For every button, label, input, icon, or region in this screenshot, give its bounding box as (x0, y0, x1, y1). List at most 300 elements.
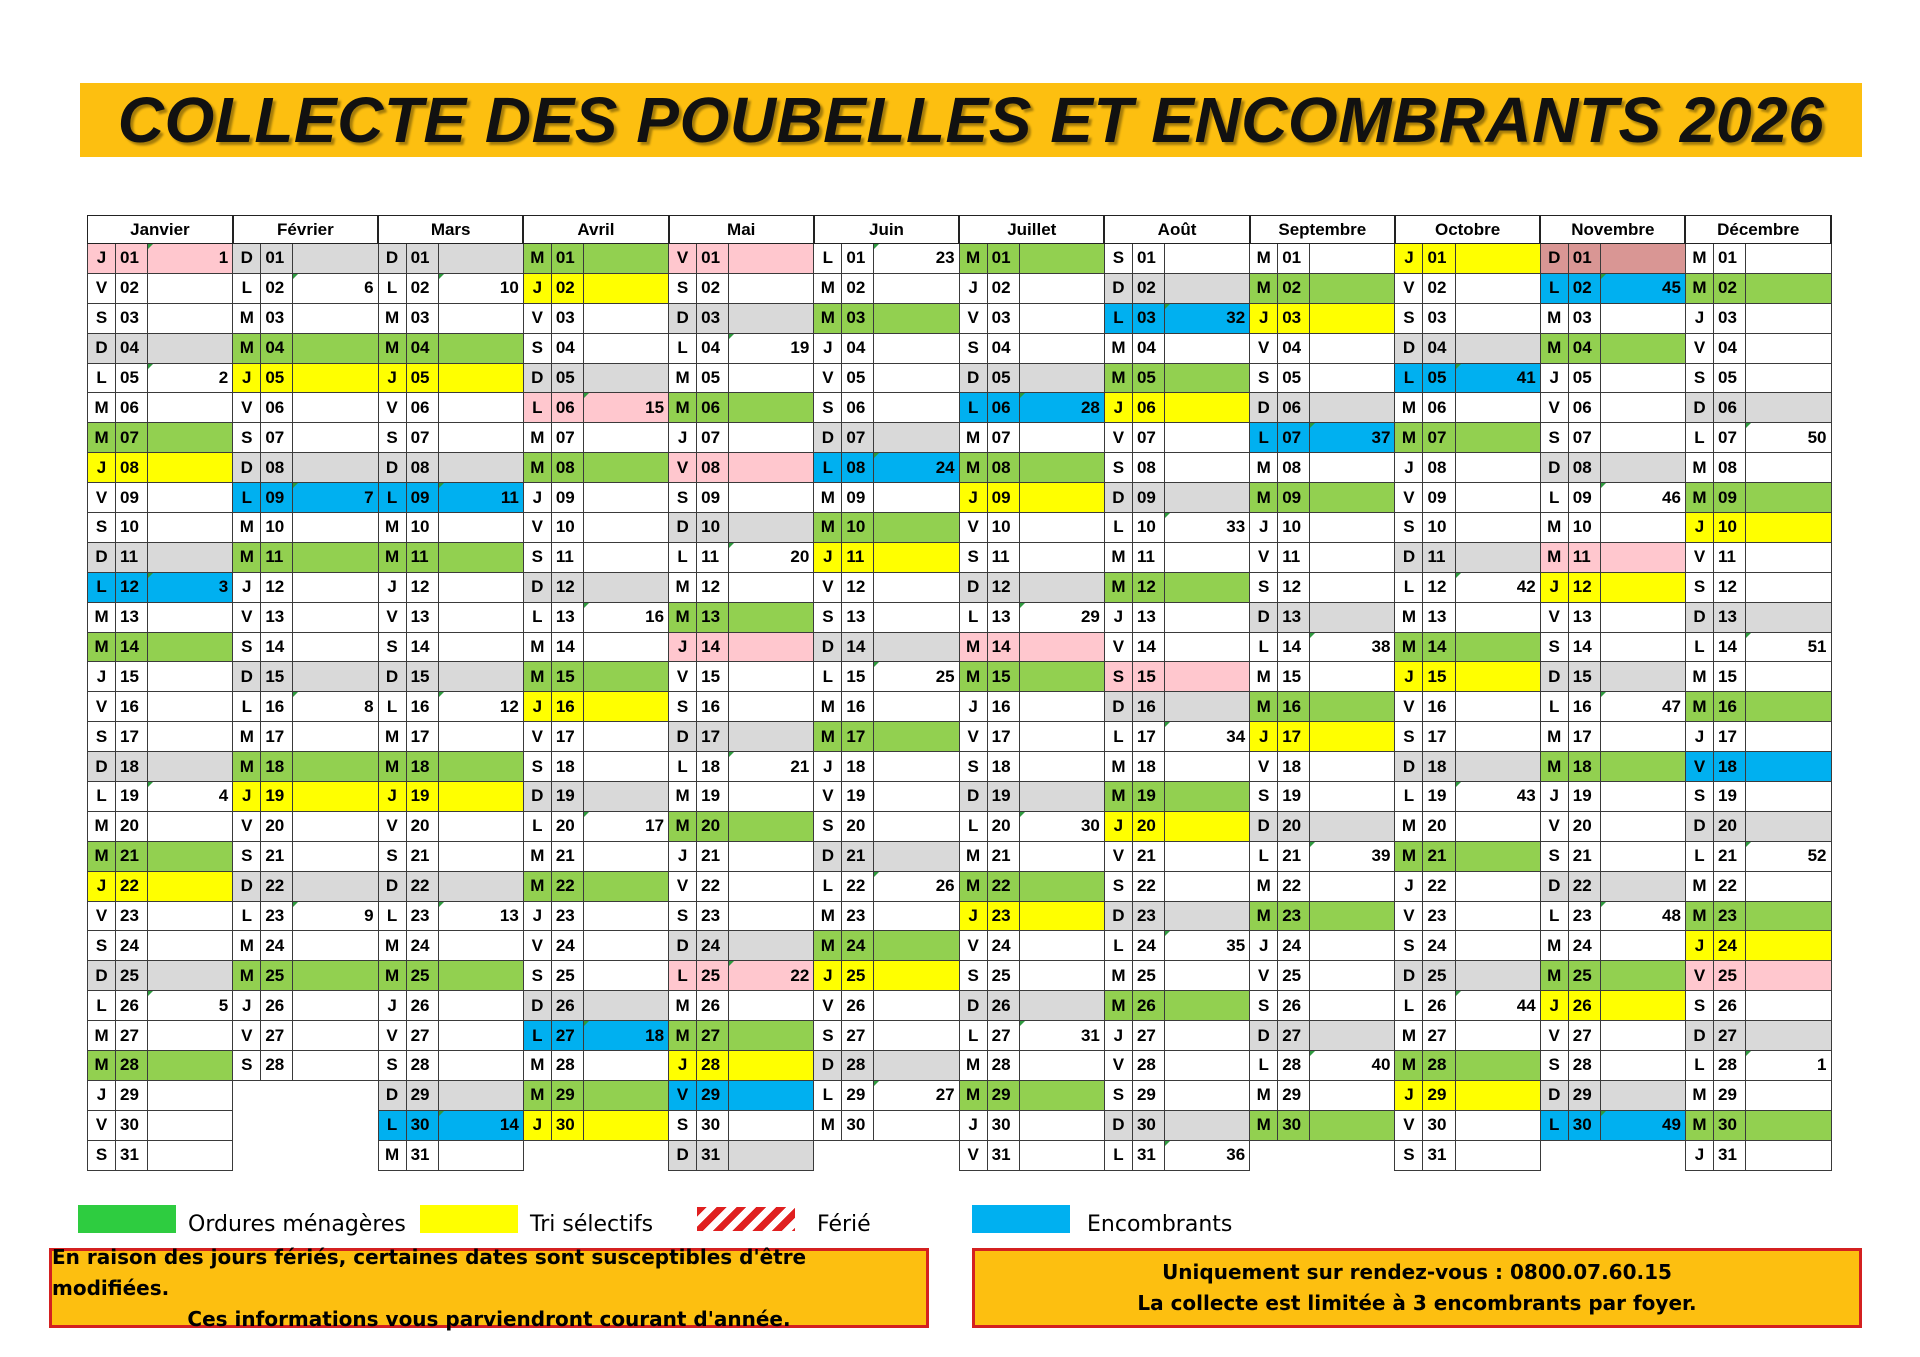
day-fill (1019, 363, 1104, 393)
day-letter: M (1685, 453, 1713, 483)
day-number: 14 (261, 632, 293, 662)
day-number: 27 (1132, 1021, 1164, 1051)
day-letter: L (233, 483, 261, 513)
month-header: Août (1104, 216, 1249, 244)
day-number: 23 (1423, 901, 1455, 931)
day-fill (1310, 393, 1395, 423)
day-fill (1019, 1140, 1104, 1170)
day-number: 02 (116, 273, 148, 303)
day-fill (1310, 961, 1395, 991)
day-letter: V (669, 871, 697, 901)
day-number: 08 (987, 453, 1019, 483)
day-number: 04 (1132, 333, 1164, 363)
day-number: 20 (1568, 811, 1600, 841)
day-number: 22 (987, 871, 1019, 901)
day-letter: J (88, 453, 116, 483)
week-number: 26 (874, 871, 959, 901)
day-letter: M (1250, 453, 1278, 483)
day-letter: M (959, 453, 987, 483)
day-letter: V (88, 483, 116, 513)
day-letter: D (669, 303, 697, 333)
day-number: 13 (1568, 602, 1600, 632)
day-letter: J (233, 782, 261, 812)
page-title: COLLECTE DES POUBELLES ET ENCOMBRANTS 2026 (117, 84, 1825, 156)
day-letter: V (1104, 841, 1132, 871)
day-letter: L (1395, 991, 1423, 1021)
week-number: 1 (148, 244, 233, 274)
day-fill (874, 841, 959, 871)
day-number: 08 (406, 453, 438, 483)
day-number: 18 (1132, 752, 1164, 782)
day-letter: M (669, 393, 697, 423)
day-number: 21 (697, 841, 729, 871)
day-letter: J (814, 752, 842, 782)
day-fill (1164, 871, 1249, 901)
day-fill (1310, 782, 1395, 812)
day-fill (1600, 542, 1685, 572)
day-letter: M (88, 423, 116, 453)
day-number: 11 (261, 542, 293, 572)
day-number: 24 (842, 931, 874, 961)
day-letter: D (669, 1140, 697, 1170)
day-letter: V (1685, 542, 1713, 572)
day-fill (148, 273, 233, 303)
day-fill (1019, 752, 1104, 782)
day-fill (583, 1110, 668, 1140)
day-number: 05 (1132, 363, 1164, 393)
day-fill (1164, 901, 1249, 931)
day-fill (1164, 572, 1249, 602)
empty-cell (233, 1110, 378, 1140)
day-number: 28 (261, 1051, 293, 1081)
day-number: 10 (116, 513, 148, 543)
day-number: 04 (1568, 333, 1600, 363)
day-fill (438, 811, 523, 841)
day-fill (148, 453, 233, 483)
day-letter: J (1104, 811, 1132, 841)
day-letter: M (88, 1051, 116, 1081)
day-number: 22 (551, 871, 583, 901)
day-fill (874, 483, 959, 513)
day-letter: V (378, 1021, 406, 1051)
day-fill (1455, 483, 1540, 513)
day-number: 20 (1132, 811, 1164, 841)
day-number: 06 (1278, 393, 1310, 423)
day-number: 21 (1278, 841, 1310, 871)
day-letter: M (378, 513, 406, 543)
day-letter: M (1395, 393, 1423, 423)
calendar-row (88, 901, 1832, 931)
day-letter: M (959, 1080, 987, 1110)
day-letter: D (523, 782, 551, 812)
day-number: 31 (697, 1140, 729, 1170)
day-number: 05 (987, 363, 1019, 393)
day-letter: S (959, 961, 987, 991)
day-fill (1310, 602, 1395, 632)
day-letter: M (1250, 1080, 1278, 1110)
day-number: 24 (406, 931, 438, 961)
day-number: 08 (1568, 453, 1600, 483)
day-number: 03 (697, 303, 729, 333)
day-number: 19 (551, 782, 583, 812)
day-number: 13 (1423, 602, 1455, 632)
day-fill (1019, 1110, 1104, 1140)
day-number: 15 (1278, 662, 1310, 692)
day-letter: S (669, 692, 697, 722)
day-number: 28 (987, 1051, 1019, 1081)
day-number: 11 (1132, 542, 1164, 572)
day-number: 03 (406, 303, 438, 333)
day-fill (1600, 782, 1685, 812)
day-letter: V (1540, 811, 1568, 841)
day-fill (438, 602, 523, 632)
day-letter: S (1104, 453, 1132, 483)
day-letter: S (1540, 841, 1568, 871)
day-fill (1746, 1140, 1831, 1170)
calendar-row (88, 811, 1832, 841)
day-number: 25 (697, 961, 729, 991)
day-fill (293, 363, 378, 393)
day-number: 08 (1278, 453, 1310, 483)
day-letter: M (814, 1110, 842, 1140)
day-fill (293, 662, 378, 692)
day-letter: V (523, 513, 551, 543)
day-number: 16 (406, 692, 438, 722)
day-fill (1455, 931, 1540, 961)
day-number: 10 (1132, 513, 1164, 543)
day-number: 13 (406, 602, 438, 632)
day-number: 17 (842, 722, 874, 752)
day-letter: S (959, 333, 987, 363)
calendar-row (88, 1080, 1832, 1110)
day-fill (293, 333, 378, 363)
day-fill (1600, 572, 1685, 602)
day-letter: J (1685, 303, 1713, 333)
day-letter: V (1395, 273, 1423, 303)
day-number: 31 (116, 1140, 148, 1170)
day-fill (1019, 542, 1104, 572)
week-number: 14 (438, 1110, 523, 1140)
day-letter: M (959, 841, 987, 871)
day-letter: V (959, 513, 987, 543)
week-number: 42 (1455, 572, 1540, 602)
day-number: 15 (987, 662, 1019, 692)
notice-encombrants-line1: Uniquement sur rendez-vous : 0800.07.60.15 (1162, 1260, 1672, 1284)
day-letter: V (1250, 752, 1278, 782)
day-fill (874, 632, 959, 662)
day-fill (1600, 662, 1685, 692)
day-letter: S (233, 632, 261, 662)
day-number: 28 (842, 1051, 874, 1081)
day-number: 06 (987, 393, 1019, 423)
day-fill (293, 1021, 378, 1051)
day-fill (438, 453, 523, 483)
day-fill (1600, 602, 1685, 632)
day-fill (1019, 991, 1104, 1021)
day-fill (583, 572, 668, 602)
day-number: 27 (551, 1021, 583, 1051)
day-fill (583, 991, 668, 1021)
day-letter: D (233, 662, 261, 692)
day-fill (583, 722, 668, 752)
day-fill (1310, 811, 1395, 841)
day-number: 09 (987, 483, 1019, 513)
day-letter: M (1685, 244, 1713, 274)
day-number: 01 (1568, 244, 1600, 274)
day-letter: L (1395, 363, 1423, 393)
day-letter: L (1540, 692, 1568, 722)
day-letter: M (669, 1021, 697, 1051)
day-number: 07 (406, 423, 438, 453)
day-letter: J (88, 244, 116, 274)
day-number: 10 (1278, 513, 1310, 543)
day-number: 07 (116, 423, 148, 453)
day-fill (1600, 1051, 1685, 1081)
day-fill (148, 692, 233, 722)
day-fill (1310, 692, 1395, 722)
day-fill (1746, 513, 1831, 543)
day-letter: M (233, 303, 261, 333)
day-fill (729, 901, 814, 931)
day-letter: S (523, 752, 551, 782)
day-letter: M (233, 752, 261, 782)
day-letter: M (669, 811, 697, 841)
day-letter: L (1685, 632, 1713, 662)
day-letter: M (88, 1021, 116, 1051)
day-fill (1600, 931, 1685, 961)
day-fill (1019, 423, 1104, 453)
month-header: Avril (523, 216, 668, 244)
day-letter: V (88, 1110, 116, 1140)
day-fill (729, 1021, 814, 1051)
calendar-table (87, 215, 1832, 1171)
day-fill (729, 692, 814, 722)
day-letter: S (88, 931, 116, 961)
day-fill (874, 961, 959, 991)
day-letter: M (233, 722, 261, 752)
day-number: 16 (1568, 692, 1600, 722)
day-number: 14 (551, 632, 583, 662)
day-number: 12 (406, 572, 438, 602)
day-number: 26 (406, 991, 438, 1021)
day-fill (438, 333, 523, 363)
day-number: 01 (1132, 244, 1164, 274)
day-fill (1455, 752, 1540, 782)
day-letter: D (1540, 244, 1568, 274)
day-letter: D (1250, 1021, 1278, 1051)
day-number: 04 (1423, 333, 1455, 363)
day-letter: L (669, 333, 697, 363)
day-fill (148, 602, 233, 632)
day-fill (1600, 423, 1685, 453)
day-letter: L (959, 811, 987, 841)
day-letter: M (1250, 662, 1278, 692)
day-number: 29 (697, 1080, 729, 1110)
day-number: 05 (116, 363, 148, 393)
day-number: 15 (697, 662, 729, 692)
calendar-row (88, 632, 1832, 662)
day-letter: L (88, 782, 116, 812)
day-letter: S (1395, 722, 1423, 752)
calendar-row (88, 423, 1832, 453)
day-fill (148, 513, 233, 543)
day-fill (1310, 273, 1395, 303)
day-fill (1164, 782, 1249, 812)
day-number: 13 (1278, 602, 1310, 632)
day-fill (1600, 961, 1685, 991)
day-fill (874, 423, 959, 453)
day-letter: S (88, 513, 116, 543)
day-fill (293, 722, 378, 752)
day-fill (583, 752, 668, 782)
day-number: 08 (1714, 453, 1746, 483)
calendar-row (88, 841, 1832, 871)
empty-cell (1250, 1140, 1395, 1170)
calendar-row (88, 453, 1832, 483)
calendar-row (88, 991, 1832, 1021)
day-number: 07 (987, 423, 1019, 453)
day-letter: V (1250, 961, 1278, 991)
day-number: 01 (1423, 244, 1455, 274)
day-letter: L (959, 602, 987, 632)
day-letter: M (523, 244, 551, 274)
day-letter: S (1540, 1051, 1568, 1081)
day-fill (583, 901, 668, 931)
day-fill (438, 1021, 523, 1051)
day-number: 22 (116, 871, 148, 901)
notice-holidays (49, 1244, 929, 1331)
day-letter: S (88, 1140, 116, 1170)
day-letter: V (1104, 423, 1132, 453)
week-number: 21 (729, 752, 814, 782)
day-number: 08 (842, 453, 874, 483)
day-letter: D (1104, 483, 1132, 513)
day-fill (1746, 572, 1831, 602)
day-letter: S (378, 632, 406, 662)
day-fill (1455, 1021, 1540, 1051)
day-number: 23 (261, 901, 293, 931)
day-fill (1455, 513, 1540, 543)
day-number: 19 (842, 782, 874, 812)
day-number: 28 (1568, 1051, 1600, 1081)
day-number: 18 (1278, 752, 1310, 782)
day-fill (1455, 453, 1540, 483)
day-letter: L (378, 1110, 406, 1140)
day-letter: D (1685, 811, 1713, 841)
day-fill (148, 483, 233, 513)
day-number: 03 (1568, 303, 1600, 333)
week-number: 2 (148, 363, 233, 393)
day-letter: J (669, 841, 697, 871)
day-fill (1164, 692, 1249, 722)
day-fill (293, 572, 378, 602)
week-number: 45 (1600, 273, 1685, 303)
notice-encombrants-line2: La collecte est limitée à 3 encombrants par foyer. (1137, 1291, 1697, 1315)
day-fill (1600, 244, 1685, 274)
day-letter: L (523, 1021, 551, 1051)
day-fill (1455, 393, 1540, 423)
legend-label-ferie: Férié (817, 1212, 871, 1237)
day-letter: V (959, 303, 987, 333)
day-number: 15 (842, 662, 874, 692)
day-fill (1746, 961, 1831, 991)
day-number: 24 (1132, 931, 1164, 961)
day-letter: D (669, 513, 697, 543)
day-number: 14 (116, 632, 148, 662)
day-number: 01 (1278, 244, 1310, 274)
day-letter: V (1685, 752, 1713, 782)
day-number: 16 (1423, 692, 1455, 722)
day-letter: D (1685, 602, 1713, 632)
day-letter: S (1395, 931, 1423, 961)
day-fill (583, 513, 668, 543)
day-fill (1019, 303, 1104, 333)
day-letter: L (88, 363, 116, 393)
day-number: 11 (1423, 542, 1455, 572)
day-number: 05 (551, 363, 583, 393)
day-number: 02 (1132, 273, 1164, 303)
day-fill (438, 782, 523, 812)
day-fill (874, 692, 959, 722)
day-fill (148, 303, 233, 333)
day-letter: J (233, 572, 261, 602)
day-number: 12 (697, 572, 729, 602)
day-fill (293, 931, 378, 961)
day-letter: L (378, 692, 406, 722)
day-fill (1164, 662, 1249, 692)
day-fill (874, 901, 959, 931)
day-fill (293, 453, 378, 483)
day-fill (1455, 1140, 1540, 1170)
day-letter: M (378, 542, 406, 572)
day-number: 20 (1278, 811, 1310, 841)
day-letter: D (1540, 453, 1568, 483)
month-header: Juin (814, 216, 959, 244)
day-number: 12 (116, 572, 148, 602)
day-number: 18 (1423, 752, 1455, 782)
day-number: 12 (1423, 572, 1455, 602)
day-letter: M (1250, 692, 1278, 722)
day-letter: L (1395, 782, 1423, 812)
day-number: 20 (1714, 811, 1746, 841)
day-number: 16 (842, 692, 874, 722)
day-letter: S (814, 393, 842, 423)
day-letter: M (1104, 363, 1132, 393)
day-number: 24 (1423, 931, 1455, 961)
week-number: 28 (1019, 393, 1104, 423)
day-number: 07 (261, 423, 293, 453)
day-number: 07 (842, 423, 874, 453)
day-fill (1164, 273, 1249, 303)
day-letter: J (378, 363, 406, 393)
notice-encombrants (972, 1248, 1862, 1328)
day-letter: J (1685, 931, 1713, 961)
day-letter: J (1104, 393, 1132, 423)
day-letter: M (1250, 901, 1278, 931)
day-letter: V (1395, 901, 1423, 931)
day-letter: J (1685, 513, 1713, 543)
day-fill (1600, 1080, 1685, 1110)
day-letter: V (88, 692, 116, 722)
day-number: 13 (697, 602, 729, 632)
week-number: 9 (293, 901, 378, 931)
empty-cell (233, 1140, 378, 1170)
day-letter: M (959, 632, 987, 662)
day-fill (438, 303, 523, 333)
day-number: 13 (1714, 602, 1746, 632)
day-letter: M (88, 602, 116, 632)
day-fill (1600, 841, 1685, 871)
